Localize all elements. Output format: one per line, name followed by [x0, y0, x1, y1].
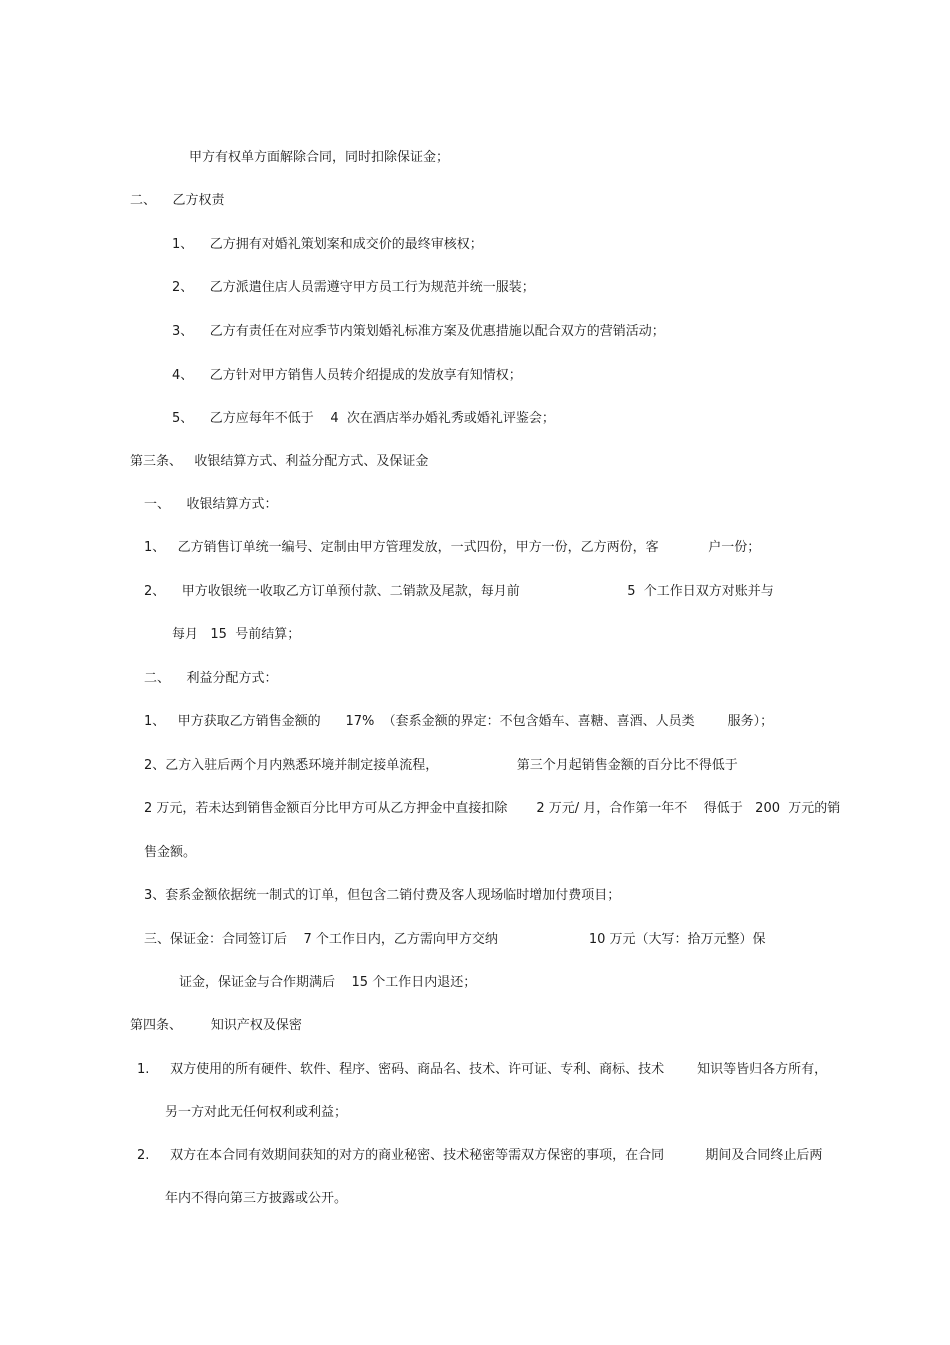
list-item: 5、 乙方应每年不低于 4 次在酒店举办婚礼秀或婚礼评鉴会； — [172, 411, 555, 426]
list-item: 1、 甲方获取乙方销售金额的 17% （套系金额的界定：不包含婚车、喜糖、喜酒、人员类 服务）； — [144, 714, 774, 729]
section-heading: 二、 乙方权责 — [130, 193, 225, 208]
list-item: 1. 双方使用的所有硬件、软件、程序、密码、商品名、技术、许可证、专利、商标、技术 知识等皆归各方所有， — [137, 1062, 828, 1077]
section-heading: 一、 收银结算方式： — [144, 497, 278, 512]
list-item: 2、 甲方收银统一收取乙方订单预付款、二销款及尾款，每月前 5 个工作日双方对账并与 — [144, 584, 774, 599]
section-heading: 三、保证金：合同签订后 7 个工作日内，乙方需向甲方交纳 10 万元（大写：拾万元整）保 — [144, 932, 766, 947]
article-heading: 第四条、 知识产权及保密 — [130, 1018, 302, 1033]
paragraph-line: 每月 15 号前结算； — [172, 627, 301, 642]
paragraph-line: 甲方有权单方面解除合同，同时扣除保证金； — [189, 150, 450, 165]
list-item: 3、 乙方有责任在对应季节内策划婚礼标准方案及优惠措施以配合双方的营销活动； — [172, 324, 665, 339]
list-item: 3、套系金额依据统一制式的订单，但包含二销付费及客人现场临时增加付费项目； — [144, 888, 621, 903]
paragraph-line: 年内不得向第三方披露或公开。 — [165, 1191, 348, 1206]
list-item: 2、 乙方派遣住店人员需遵守甲方员工行为规范并统一服装； — [172, 280, 535, 295]
paragraph-line: 另一方对此无任何权利或利益； — [165, 1105, 348, 1120]
paragraph-line: 2 万元，若未达到销售金额百分比甲方可从乙方押金中直接扣除 2 万元/ 月，合作第一年不 得低于 200 万元的销 — [144, 801, 841, 816]
paragraph-line: 售金额。 — [144, 845, 197, 860]
article-heading: 第三条、 收银结算方式、利益分配方式、及保证金 — [130, 454, 429, 469]
list-item: 1、 乙方拥有对婚礼策划案和成交价的最终审核权； — [172, 237, 483, 252]
section-heading: 二、 利益分配方式： — [144, 671, 278, 686]
paragraph-line: 证金，保证金与合作期满后 15 个工作日内退还； — [179, 975, 477, 990]
list-item: 2、乙方入驻后两个月内熟悉环境并制定接单流程， 第三个月起销售金额的百分比不得低于 — [144, 758, 738, 773]
list-item: 4、 乙方针对甲方销售人员转介绍提成的发放享有知情权； — [172, 368, 522, 383]
list-item: 1、 乙方销售订单统一编号、定制由甲方管理发放，一式四份，甲方一份，乙方两份，客 户一份； — [144, 540, 761, 555]
list-item: 2. 双方在本合同有效期间获知的对方的商业秘密、技术秘密等需双方保密的事项，在合同 期间及合同终止后两 — [137, 1148, 823, 1163]
